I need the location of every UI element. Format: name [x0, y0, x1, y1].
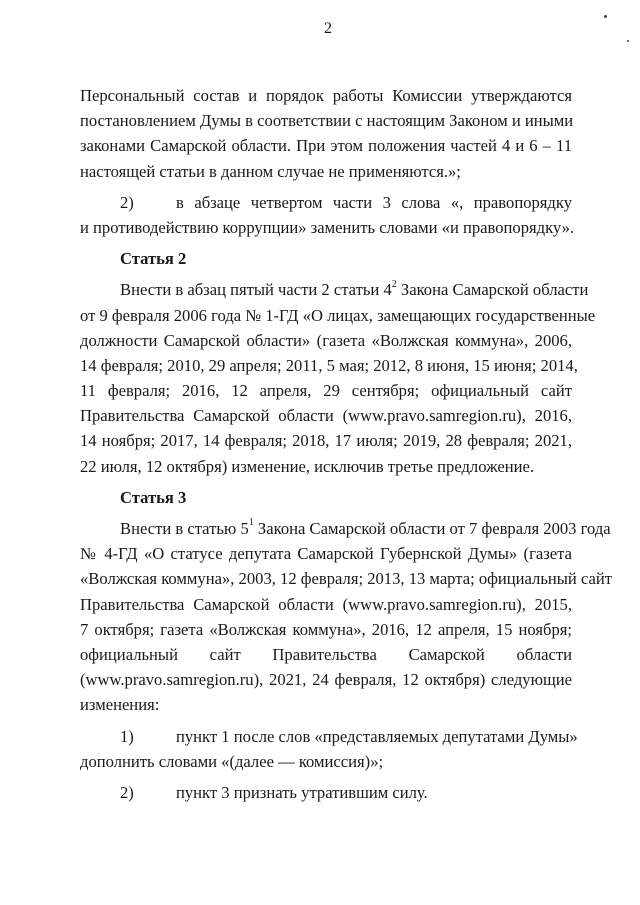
article-3-body — [80, 516, 613, 718]
text-line: дополнить словами «(далее — комиссия)»; — [80, 751, 384, 771]
text-span: Закона Самарской области от 7 февраля 2003 года — [253, 519, 611, 538]
list-number: 2) — [120, 782, 134, 802]
superscript: 1 — [248, 517, 254, 529]
article-3-heading: Статья 3 — [120, 487, 187, 507]
superscript: 2 — [391, 278, 397, 290]
text-line: 11 февраля; 2016, 12 апреля, 29 сентября; официальный сайт — [80, 381, 572, 401]
text-line — [80, 516, 611, 541]
text-line: постановлением Думы в соответствии с настоящим Законом и иными — [80, 111, 574, 131]
text-line — [80, 780, 572, 805]
text-line — [80, 277, 589, 302]
list-text: пункт 3 признать утратившим силу. — [176, 782, 428, 802]
text-line: (www.pravo.samregion.ru), 2021, 24 февраля, 12 октября) следующие — [80, 670, 572, 690]
text-line: «Волжская коммуна», 2003, 12 февраля; 2013, 13 марта; официальный сайт — [80, 569, 613, 589]
page-number: 2 — [324, 20, 332, 37]
list-text: в абзаце четвертом части 3 слова «, правопорядку — [176, 192, 572, 212]
text-line: официальный сайт Правительства Самарской области — [80, 644, 572, 664]
text-line: № 4-ГД «О статусе депутата Самарской Губернской Думы» (газета — [80, 544, 572, 564]
text-line: Правительства Самарской области (www.pravo.samregion.ru), 2015, — [80, 594, 572, 614]
scan-speck — [604, 15, 607, 18]
text-line: 22 июля, 12 октября) изменение, исключив третье предложение. — [80, 456, 534, 476]
text-line: 14 февраля; 2010, 29 апреля; 2011, 5 мая; 2012, 8 июня, 15 июня; 2014, — [80, 355, 578, 375]
text-line: от 9 февраля 2006 года № 1-ГД «О лицах, замещающих государственные — [80, 305, 596, 325]
article-2-heading: Статья 2 — [120, 249, 187, 269]
text-span: Внести в статью 5 — [120, 519, 249, 538]
text-line: Персональный состав и порядок работы Комиссии утверждаются — [80, 86, 572, 105]
article-2-body — [80, 277, 596, 479]
list-text: пункт 1 после слов «представляемых депутатами Думы» — [176, 726, 578, 746]
list-number: 1) — [120, 726, 134, 746]
list-item-2 — [80, 190, 575, 240]
list-number: 2) — [120, 192, 134, 212]
text-line: и противодействию коррупции» заменить словами «и правопорядку». — [80, 217, 575, 237]
text-line: должности Самарской области» (газета «Волжская коммуна», 2006, — [80, 330, 572, 350]
article-3-item-1 — [80, 724, 578, 774]
text-line: 14 ноября; 2017, 14 февраля; 2018, 17 июля; 2019, 28 февраля; 2021, — [80, 431, 572, 451]
text-line — [80, 724, 578, 749]
text-line: 7 октября; газета «Волжская коммуна», 2016, 12 апреля, 15 ноября; — [80, 619, 572, 639]
text-line: Правительства Самарской области (www.pravo.samregion.ru), 2016, — [80, 406, 572, 426]
text-span: Внести в абзац пятый части 2 статьи 4 — [120, 280, 392, 300]
scan-speck — [627, 40, 629, 42]
paragraph-commission — [80, 83, 572, 184]
text-span: Закона Самарской области — [396, 280, 589, 300]
text-line: настоящей статьи в данном случае не применяются.»; — [80, 161, 461, 181]
text-line: законами Самарской области. При этом положения частей 4 и 6 – 11 — [80, 136, 572, 156]
text-line: изменения: — [80, 695, 160, 715]
text-line — [80, 190, 572, 215]
article-3-item-2 — [80, 780, 572, 805]
document-body — [80, 83, 613, 805]
